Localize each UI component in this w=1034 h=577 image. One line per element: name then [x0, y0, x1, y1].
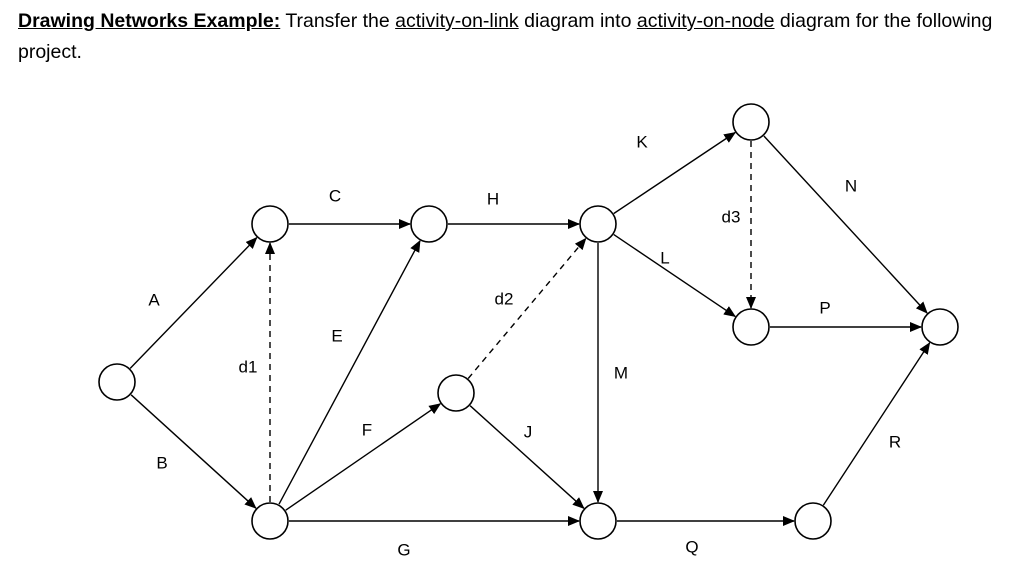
activity-label-a: A	[148, 290, 160, 310]
event-node-8	[733, 104, 769, 140]
activity-arrow-b	[131, 395, 256, 508]
activity-label-g: G	[397, 540, 411, 560]
activity-label-f: F	[361, 420, 373, 440]
activity-label-d2: d2	[494, 289, 514, 309]
activity-label-p: P	[819, 298, 831, 318]
event-node-6	[580, 206, 616, 242]
header-text-2: diagram into	[518, 10, 637, 32]
edges-layer	[130, 133, 929, 522]
event-node-5	[438, 375, 474, 411]
event-node-9	[733, 309, 769, 345]
event-node-1	[99, 364, 135, 400]
event-node-2	[252, 206, 288, 242]
activity-label-m: M	[613, 363, 629, 383]
activity-label-h: H	[486, 189, 500, 209]
dummy-activity-arrow-d2	[468, 239, 586, 379]
activity-arrow-l	[614, 235, 735, 317]
event-node-10	[922, 309, 958, 345]
activity-arrow-r	[823, 343, 929, 505]
nodes-layer	[99, 104, 958, 539]
activity-label-k: K	[636, 132, 648, 152]
term-activity-on-node: activity-on-node	[636, 10, 775, 32]
event-node-4	[411, 206, 447, 242]
activity-label-l: L	[660, 248, 670, 268]
activity-label-b: B	[156, 453, 168, 473]
activity-label-d3: d3	[721, 207, 741, 227]
activity-label-e: E	[331, 326, 343, 346]
activity-arrow-j	[470, 406, 584, 509]
activity-arrow-n	[764, 136, 927, 313]
activity-label-j: J	[523, 422, 533, 442]
event-node-11	[795, 503, 831, 539]
event-node-7	[580, 503, 616, 539]
header-text-1: Transfer the	[280, 10, 396, 32]
activity-label-d1: d1	[238, 357, 258, 377]
activity-arrow-e	[279, 241, 420, 504]
term-activity-on-link: activity-on-link	[395, 10, 519, 32]
activity-label-c: C	[328, 186, 342, 206]
activity-label-r: R	[888, 432, 902, 452]
activity-label-n: N	[844, 176, 858, 196]
event-node-3	[252, 503, 288, 539]
header-text-3: diagram for the following project.	[18, 10, 993, 63]
activity-arrow-k	[614, 133, 735, 214]
edge-labels-layer	[148, 132, 901, 559]
activity-label-q: Q	[685, 537, 699, 557]
header-title: Drawing Networks Example:	[18, 10, 281, 32]
